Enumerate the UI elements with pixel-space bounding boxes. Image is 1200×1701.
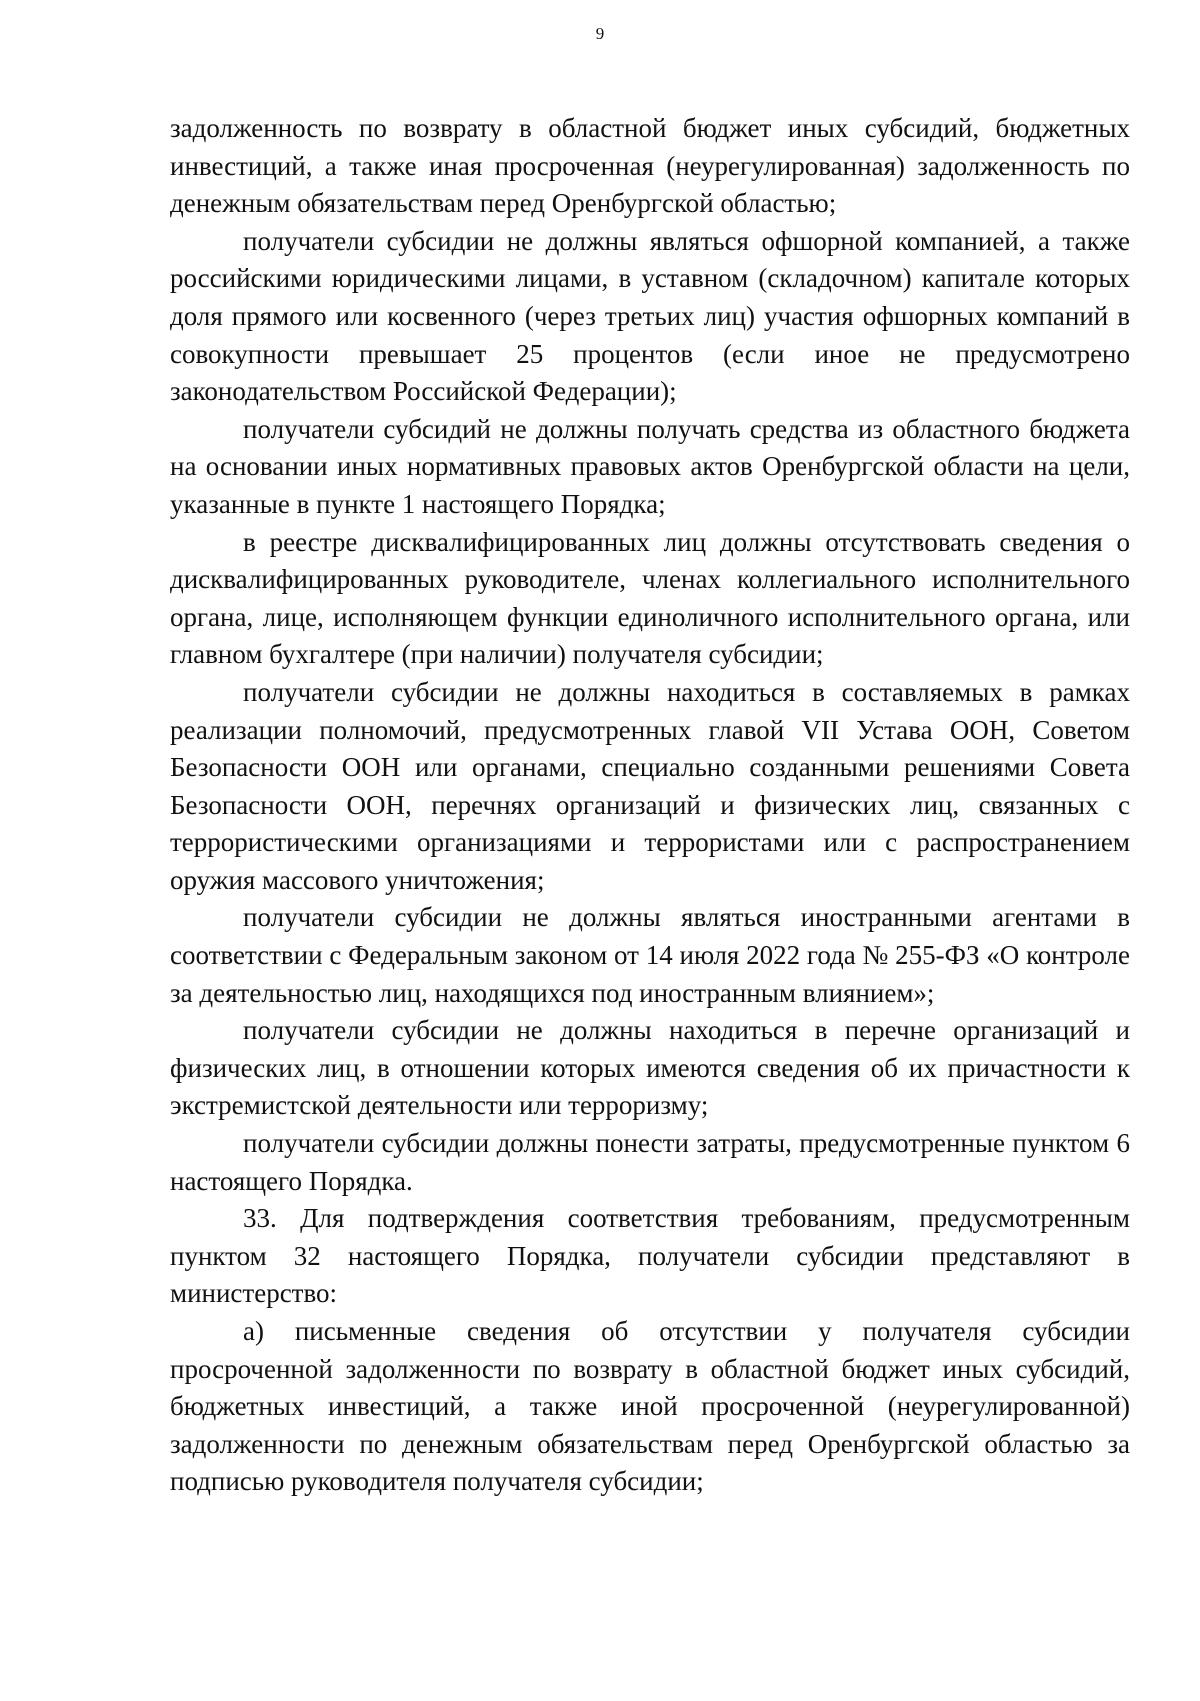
document-body xyxy=(170,110,1130,1501)
paragraph-foreign-agents: получатели субсидии не должны являться иностранными агентами в соответствии с Федеральным законом от 14 июля 2022 года № 255-ФЗ «О контроле за деятельностью лиц, находящихся под иностранным влиянием»; xyxy=(170,902,1130,1008)
paragraph-item-33a: а) письменные сведения об отсутствии у получателя субсидии просроченной задолженности по возврату в областной бюджет иных субсидий, бюджетных инвестиций, а также иной просроченной (неурегулированной) задолженности по денежным обязательствам перед Оренбургской областью за подписью руководителя получателя субсидии; xyxy=(170,1316,1130,1497)
paragraph-continuation: задолженность по возврату в областной бюджет иных субсидий, бюджетных инвестиций, а также иная просроченная (неурегулированная) задолженность по денежным обязательствам перед Оренбургской областью; xyxy=(170,113,1130,219)
paragraph-extremism-list: получатели субсидии не должны находиться в перечне организаций и физических лиц, в отношении которых имеются сведения об их причастности к экстремистской деятельности или терроризму; xyxy=(170,1015,1130,1121)
paragraph-disqualified-registry: в реестре дисквалифицированных лиц должны отсутствовать сведения о дисквалифицированных руководителе, членах коллегиального исполнительного органа, лице, исполняющем функции единоличного исполнительного органа, или главном бухгалтере (при наличии) получателя субсидии; xyxy=(170,526,1130,670)
paragraph-un-sanctions-lists: получатели субсидии не должны находиться в составляемых в рамках реализации полномочий, предусмотренных главой VII Устава ООН, Советом Безопасности ООН или органами, специально созданными решениями Совета Безопасности ООН, перечнях организаций и физических лиц, связанных с террористическими организациями и террористами или с распространением оружия массового уничтожения; xyxy=(170,676,1130,895)
paragraph-costs-incurred: получатели субсидии должны понести затраты, предусмотренные пунктом 6 настоящего Порядка. xyxy=(170,1128,1130,1196)
paragraph-no-other-funds: получатели субсидий не должны получать средства из областного бюджета на основании иных нормативных правовых актов Оренбургской области на цели, указанные в пункте 1 настоящего Порядка; xyxy=(170,413,1130,519)
paragraph-offshore-requirement: получатели субсидии не должны являться офшорной компанией, а также российскими юридическими лицами, в уставном (складочном) капитале которых доля прямого или косвенного (через третьих лиц) участия офшорных компаний в совокупности превышает 25 процентов (если иное не предусмотрено законодательством Российской Федерации); xyxy=(170,225,1130,407)
paragraph-item-33: 33. Для подтверждения соответствия требованиям, предусмотренным пунктом 32 настоящего Порядка, получатели субсидии представляют в министерство: xyxy=(170,1203,1130,1309)
page-number: 9 xyxy=(595,24,605,43)
